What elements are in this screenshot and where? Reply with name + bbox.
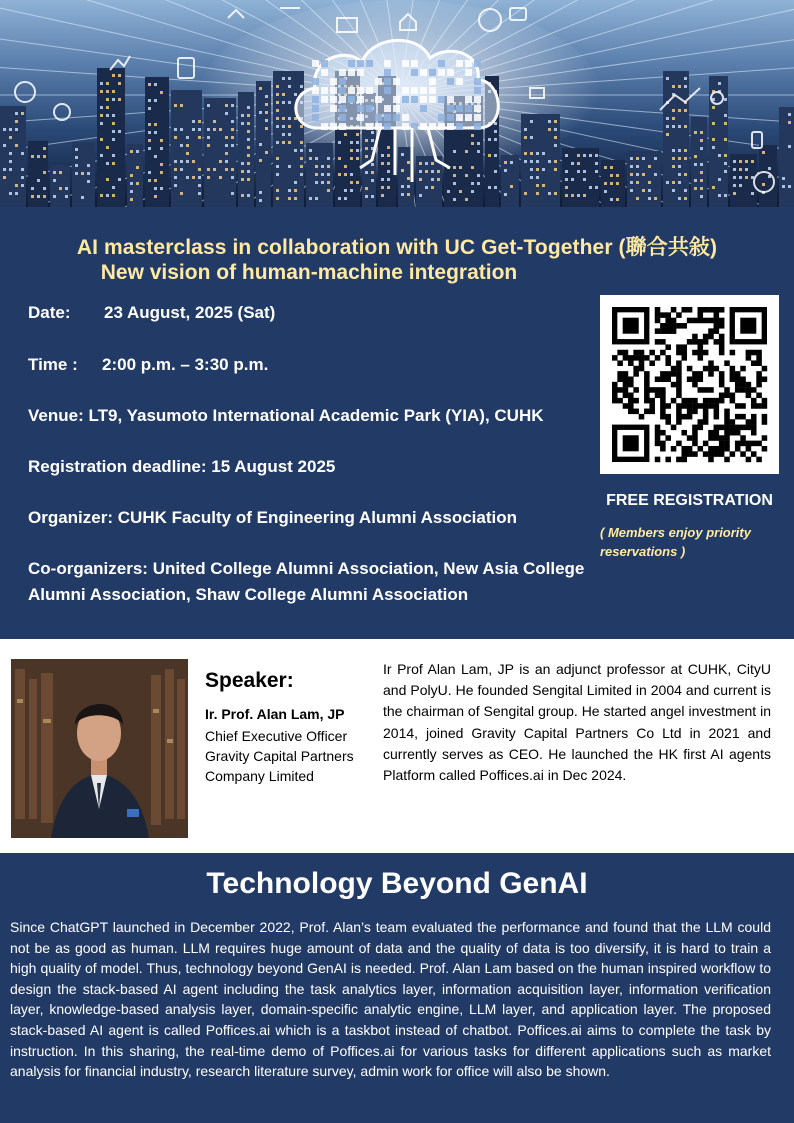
free-registration-label: FREE REGISTRATION xyxy=(606,492,773,509)
deadline-label: Registration deadline: xyxy=(28,457,207,476)
deadline-row xyxy=(28,457,335,477)
organizer-row xyxy=(28,508,517,528)
event-title-line2: New vision of human-machine integration xyxy=(100,261,518,284)
speaker-name: Ir. Prof. Alan Lam, JP xyxy=(205,706,345,722)
technology-title: Technology Beyond GenAI xyxy=(206,867,588,900)
time-label: Time : xyxy=(28,355,78,374)
date-value: 23 August, 2025 (Sat) xyxy=(104,303,276,322)
speaker-role xyxy=(205,726,375,786)
event-title-line1: AI masterclass in collaboration with UC Get-Together (聯合共敍) xyxy=(76,236,718,259)
event-info-section xyxy=(0,207,794,639)
speaker-section xyxy=(0,639,794,853)
speaker-role-line1: Chief Executive Officer xyxy=(205,728,348,744)
members-priority-note: ( Members enjoy priority reservations ) xyxy=(600,525,751,559)
time-value: 2:00 p.m. – 3:30 p.m. xyxy=(102,355,269,374)
qr-code-icon xyxy=(600,295,779,474)
venue-label: Venue: xyxy=(28,406,84,425)
time-row xyxy=(28,355,268,375)
venue-row xyxy=(28,406,544,426)
venue-value: LT9, Yasumoto International Academic Park (YIA), CUHK xyxy=(88,406,544,425)
speaker-heading: Speaker: xyxy=(205,669,294,692)
technology-description: Since ChatGPT launched in December 2022, Prof. Alan’s team evaluated the performance and found that the LLM could not be as good as human. LLM requires huge amount of data and the quality of data is too diversify, it is hard to train a high quality of model. Thus, technology beyond GenAI is needed. Prof. Alan Lam based on the human inspired workflow to design the stack-based AI agent including the task analytics layer, information acquisition layer, information verification layer, knowledge-based analysis layer, domain-specific analytic engine, LLM layer, and application layer. The proposed stack-based AI agent is called Poffices.ai which is a taskbot instead of chatbot. Poffices.ai aims to complete the task by instruction. In this sharing, the real-time demo of Poffices.ai for various tasks for different applications such as market analysis for financial industry, research literature survey, admin work for office will also be shown. xyxy=(10,919,771,1080)
registration-qr-code[interactable] xyxy=(600,295,779,474)
hero-banner xyxy=(0,0,794,207)
coorganizer-label: Co-organizers: xyxy=(28,559,148,578)
speaker-role-line3: Company Limited xyxy=(205,768,314,784)
speaker-bio: Ir Prof Alan Lam, JP is an adjunct professor at CUHK, CityU and PolyU. He founded Sengital Limited in 2004 and current is the chairman of Sengital group. He started angel investment in 2014, joined Gravity Capital Partners Co Ltd in 2021 and currently serves as CEO. He launched the HK first AI agents Platform called Poffices.ai in Dec 2024. xyxy=(383,661,771,784)
deadline-value: 15 August 2025 xyxy=(211,457,336,476)
speaker-role-line2: Gravity Capital Partners xyxy=(205,748,354,764)
coorganizer-value: United College Alumni Association, New Asia College Alumni Association, Shaw College Alumni Association xyxy=(28,559,585,604)
date-label: Date: xyxy=(28,303,71,322)
city-cloud-illustration xyxy=(0,0,794,207)
coorganizer-row xyxy=(28,556,588,608)
date-row xyxy=(28,303,275,323)
organizer-value: CUHK Faculty of Engineering Alumni Association xyxy=(117,508,517,527)
organizer-label: Organizer: xyxy=(28,508,114,527)
speaker-photo xyxy=(11,659,188,838)
technology-section xyxy=(0,853,794,1123)
